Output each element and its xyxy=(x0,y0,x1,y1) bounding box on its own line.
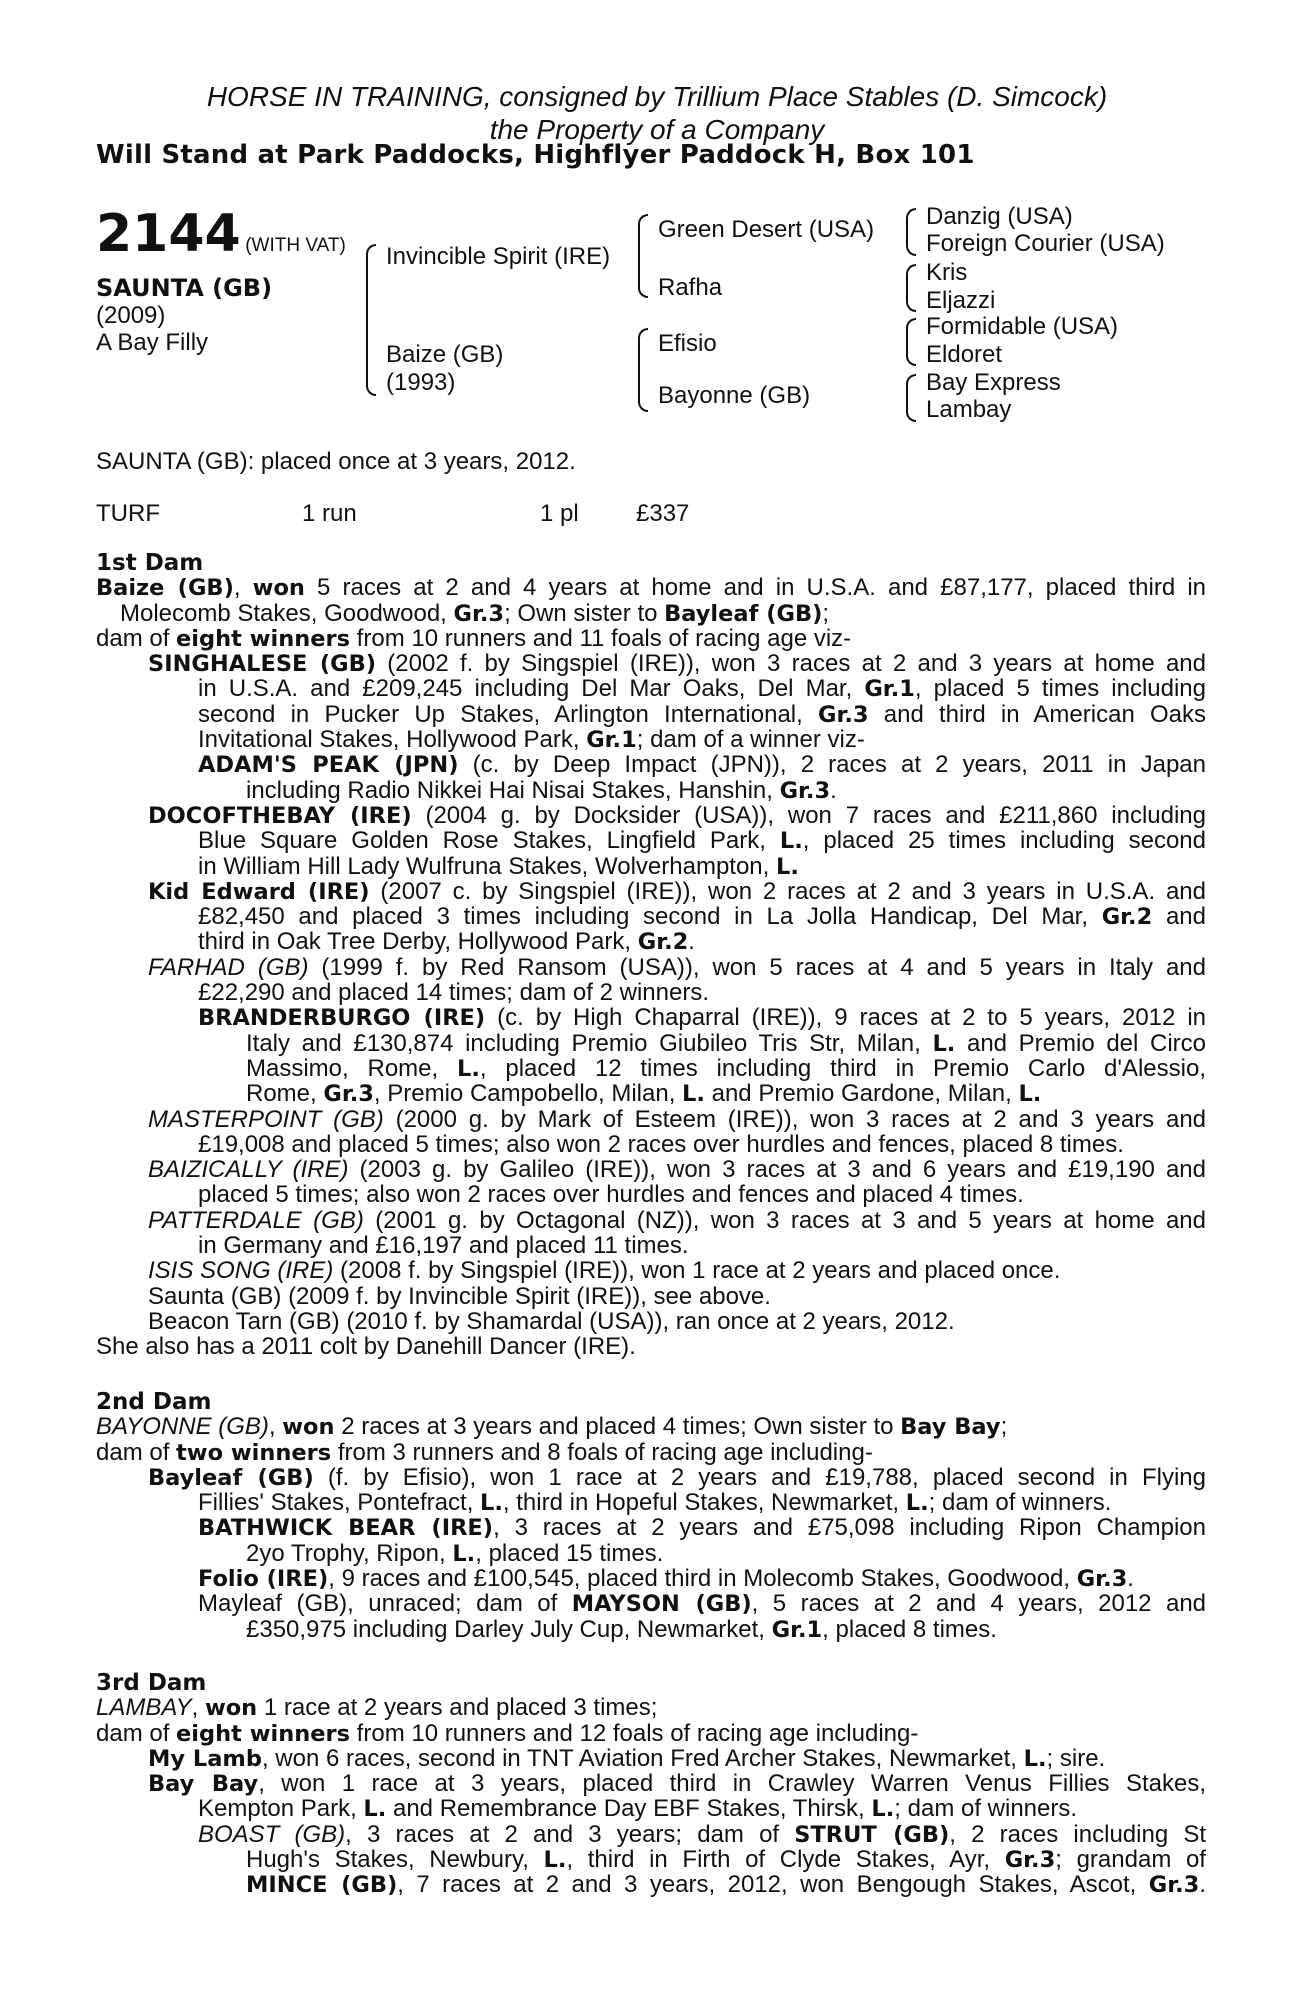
produce-line: Bay Bay, won 1 race at 3 years, placed third in Crawley Warren Venus Fillies Stakes, xyxy=(148,1770,1206,1798)
brace-ds xyxy=(906,318,916,366)
produce-line: Saunta (GB) (2009 f. by Invincible Spirit (IRE)), see above. xyxy=(148,1282,771,1310)
pedigree-ddd: Lambay xyxy=(926,396,1012,423)
pedigree-dss: Formidable (USA) xyxy=(926,313,1119,340)
produce-line: £82,450 and placed 3 times including second in La Jolla Handicap, Del Mar, Gr.2 and xyxy=(198,903,1206,931)
produce-line: Italy and £130,874 including Premio Giubileo Tris Str, Milan, L. and Premio del Circo xyxy=(246,1029,1207,1057)
sire-parents-brace xyxy=(638,214,648,298)
dam-parents-brace xyxy=(638,328,648,412)
produce-line: £22,290 and placed 14 times; dam of 2 winners. xyxy=(198,979,709,1007)
section-heading: 3rd Dam xyxy=(96,1670,207,1696)
dam-line: Baize (GB), won 5 races at 2 and 4 years at home and in U.S.A. and £87,177, placed third in xyxy=(96,574,1206,602)
turf-earnings: £337 xyxy=(636,500,690,527)
produce-line: Mayleaf (GB), unraced; dam of MAYSON (GB), 5 races at 2 and 4 years, 2012 and xyxy=(198,1590,1207,1618)
produce-line: Fillies' Stakes, Pontefract, L., third in Hopeful Stakes, Newmarket, L.; dam of winners. xyxy=(198,1489,1112,1517)
dam-line: dam of eight winners from 10 runners and 11 foals of racing age viz- xyxy=(96,624,852,652)
produce-line: BATHWICK BEAR (IRE), 3 races at 2 years and £75,098 including Ripon Champion xyxy=(198,1514,1206,1542)
pedigree-sdd: Eljazzi xyxy=(926,287,996,314)
vat-note: (WITH VAT) xyxy=(245,235,346,256)
pedigree-dam-sire: Efisio xyxy=(658,330,717,357)
pedigree-dam-dam: Bayonne (GB) xyxy=(658,382,811,409)
dam-line: BAYONNE (GB), won 2 races at 3 years and placed 4 times; Own sister to Bay Bay; xyxy=(96,1413,1008,1441)
produce-line: SINGHALESE (GB) (2002 f. by Singspiel (IRE)), won 3 races at 2 and 3 years at home and xyxy=(148,650,1207,678)
produce-line: She also has a 2011 colt by Danehill Dancer (IRE). xyxy=(96,1333,636,1361)
pedigree-ssd: Foreign Courier (USA) xyxy=(926,230,1165,257)
produce-line: Rome, Gr.3, Premio Campobello, Milan, L. and Premio Gardone, Milan, L. xyxy=(246,1080,1042,1108)
produce-line: Invitational Stakes, Hollywood Park, Gr.1; dam of a winner viz- xyxy=(198,726,865,754)
produce-line: Kid Edward (IRE) (2007 c. by Singspiel (IRE)), won 2 races at 2 and 3 years in U.S.A. and xyxy=(148,877,1206,905)
produce-line: DOCOFTHEBAY (IRE) (2004 g. by Docksider (USA)), won 7 races and £211,860 including xyxy=(148,801,1207,829)
produce-line: third in Oak Tree Derby, Hollywood Park, Gr.2. xyxy=(198,928,695,956)
produce-line: Kempton Park, L. and Remembrance Day EBF Stakes, Thirsk, L.; dam of winners. xyxy=(198,1795,1078,1823)
produce-line: BRANDERBURGO (IRE) (c. by High Chaparral (IRE)), 9 races at 2 to 5 years, 2012 in xyxy=(198,1004,1206,1032)
produce-line: Blue Square Golden Rose Stakes, Lingfield Park, L., placed 25 times including second xyxy=(198,827,1207,855)
dam-line: dam of two winners from 3 runners and 8 foals of racing age including- xyxy=(96,1438,873,1466)
owner-line: the Property of a Company xyxy=(489,114,825,145)
pedigree-dam: Baize (GB) xyxy=(386,341,504,368)
horse-description: A Bay Filly xyxy=(96,329,209,356)
dam-line: LAMBAY, won 1 race at 2 years and placed 3 times; xyxy=(96,1694,658,1722)
horse-name: SAUNTA (GB) xyxy=(96,274,273,302)
pedigree-dds: Bay Express xyxy=(926,369,1061,396)
produce-line: £350,975 including Darley July Cup, Newmarket, Gr.1, placed 8 times. xyxy=(246,1615,997,1643)
produce-line: ISIS SONG (IRE) (2008 f. by Singspiel (IRE)), won 1 race at 2 years and placed once. xyxy=(148,1257,1061,1285)
produce-line: Hugh's Stakes, Newbury, L., third in Firth of Clyde Stakes, Ayr, Gr.3; grandam of xyxy=(246,1846,1206,1874)
produce-line: PATTERDALE (GB) (2001 g. by Octagonal (NZ)), won 3 races at 3 and 5 years at home and xyxy=(148,1206,1207,1234)
produce-line: in U.S.A. and £209,245 including Del Mar Oaks, Del Mar, Gr.1, placed 5 times including xyxy=(198,675,1207,703)
produce-line: 2yo Trophy, Ripon, L., placed 15 times. xyxy=(246,1539,664,1567)
produce-line: £19,008 and placed 5 times; also won 2 races over hurdles and fences, placed 8 times. xyxy=(198,1130,1124,1158)
second-dam-section xyxy=(96,1389,1206,1642)
produce-line: MINCE (GB), 7 races at 2 and 3 years, 2012, won Bengough Stakes, Ascot, Gr.3. xyxy=(246,1871,1206,1899)
third-dam-section xyxy=(96,1670,1206,1898)
turf-placed: 1 pl xyxy=(540,500,579,527)
first-dam-section xyxy=(96,550,1206,1360)
produce-line: My Lamb, won 6 races, second in TNT Aviation Fred Archer Stakes, Newmarket, L.; sire. xyxy=(148,1744,1106,1772)
produce-line: including Radio Nikkei Hai Nisai Stakes, Hanshin, Gr.3. xyxy=(246,776,837,804)
horse-year: (2009) xyxy=(96,302,166,329)
lot-number: 2144 xyxy=(96,204,241,264)
produce-line: MASTERPOINT (GB) (2000 g. by Mark of Esteem (IRE)), won 3 races at 2 and 3 years and xyxy=(148,1105,1207,1133)
section-heading: 1st Dam xyxy=(96,550,204,576)
produce-line: FARHAD (GB) (1999 f. by Red Ransom (USA)), won 5 races at 4 and 5 years in Italy and xyxy=(148,953,1206,981)
dam-line: dam of eight winners from 10 runners and 12 foals of racing age including- xyxy=(96,1719,919,1747)
pedigree-sire-sire: Green Desert (USA) xyxy=(658,216,875,243)
pedigree-sss: Danzig (USA) xyxy=(926,203,1073,230)
produce-line: Beacon Tarn (GB) (2010 f. by Shamardal (USA)), ran once at 2 years, 2012. xyxy=(148,1307,955,1335)
brace-dd xyxy=(906,374,916,422)
produce-line: Folio (IRE), 9 races and £100,545, placed third in Molecomb Stakes, Goodwood, Gr.3. xyxy=(198,1565,1134,1593)
dam-line: Molecomb Stakes, Goodwood, Gr.3; Own sister to Bayleaf (GB); xyxy=(120,599,830,627)
pedigree-dsd: Eldoret xyxy=(926,341,1003,368)
pedigree-sire-dam: Rafha xyxy=(658,274,723,301)
lot-number-block xyxy=(96,204,346,264)
produce-line: ADAM'S PEAK (JPN) (c. by Deep Impact (JPN)), 2 races at 2 years, 2011 in Japan xyxy=(198,751,1206,779)
produce-line: Massimo, Rome, L., placed 12 times including third in Premio Carlo d'Alessio, xyxy=(246,1054,1207,1082)
pedigree-dam-year: (1993) xyxy=(386,369,456,396)
brace-ss xyxy=(906,208,916,256)
turf-label: TURF xyxy=(96,500,160,527)
produce-line: placed 5 times; also won 2 races over hurdles and fences and placed 4 times. xyxy=(198,1181,1024,1209)
produce-line: Bayleaf (GB) (f. by Efisio), won 1 race at 2 years and £19,788, placed second in Flying xyxy=(148,1463,1206,1491)
produce-line: BAIZICALLY (IRE) (2003 g. by Galileo (IRE)), won 3 races at 3 and 6 years and £19,190 and xyxy=(148,1156,1207,1184)
stabling-line: Will Stand at Park Paddocks, Highflyer Paddock H, Box 101 xyxy=(96,140,975,170)
produce-line: second in Pucker Up Stakes, Arlington International, Gr.3 and third in American Oaks xyxy=(198,700,1206,728)
consignor-line: HORSE IN TRAINING, consigned by Trillium Place Stables (D. Simcock) xyxy=(206,81,1108,112)
section-heading: 2nd Dam xyxy=(96,1389,212,1415)
produce-line: BOAST (GB), 3 races at 2 and 3 years; dam of STRUT (GB), 2 races including St xyxy=(198,1820,1206,1848)
brace-sd xyxy=(906,264,916,312)
produce-line: in Germany and £16,197 and placed 11 times. xyxy=(198,1232,689,1260)
pedigree-sds: Kris xyxy=(926,259,968,286)
turf-runs: 1 run xyxy=(302,500,357,527)
race-summary: SAUNTA (GB): placed once at 3 years, 2012. xyxy=(96,448,576,475)
sire-dam-brace xyxy=(366,244,376,396)
produce-line: in William Hill Lady Wulfruna Stakes, Wolverhampton, L. xyxy=(198,852,799,880)
pedigree-sire: Invincible Spirit (IRE) xyxy=(386,243,611,270)
